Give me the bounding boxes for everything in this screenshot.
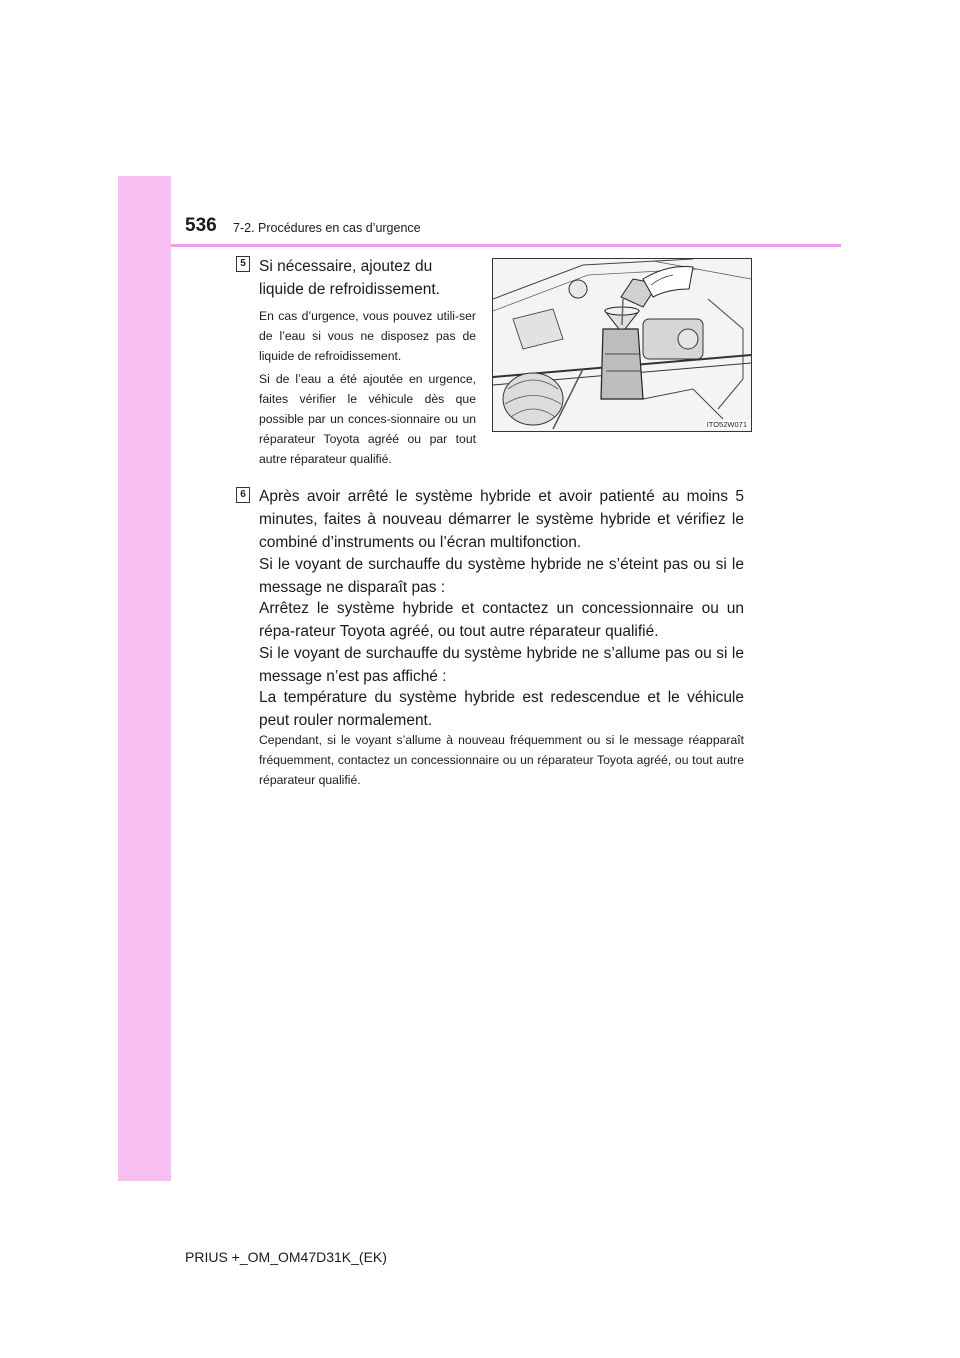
step-6-condition-2: Si le voyant de surchauffe du système hybride ne s’allume pas ou si le message n’est pas affiché :	[259, 645, 744, 685]
step-6-marker: 6	[236, 487, 250, 503]
step-6-condition-1: Si le voyant de surchauffe du système hybride ne s’éteint pas ou si le message ne disparaît pas :	[259, 556, 744, 596]
engine-bay-drawing	[493, 259, 751, 431]
sidebar-tab	[118, 176, 171, 1181]
footer-model-code: PRIUS +_OM_OM47D31K_(EK)	[185, 1249, 387, 1265]
step-5-note-1: En cas d’urgence, vous pouvez utili-ser de l’eau si vous ne disposez pas de liquide de refroidissement.	[259, 309, 476, 363]
step-6-note: Cependant, si le voyant s’allume à nouveau fréquemment ou si le message réapparaît fréquemment, contactez un concessionnaire ou un réparateur Toyota agréé, ou tout autre réparateur qualifié.	[259, 733, 744, 787]
coolant-refill-illustration	[492, 258, 752, 432]
step-6-result-2: La température du système hybride est redescendue et le véhicule peut rouler normalement.	[259, 689, 744, 729]
section-title: 7-2. Procédures en cas d’urgence	[233, 221, 421, 235]
step-6-action-1: Arrêtez le système hybride et contactez un concessionnaire ou un répa-rateur Toyota agréé, ou tout autre réparateur qualifié.	[259, 600, 744, 640]
step-5-heading: Si nécessaire, ajoutez du liquide de refroidissement.	[259, 258, 440, 298]
step-5-note-2: Si de l’eau a été ajoutée en urgence, faites vérifier le véhicule dès que possible par un conces-sionnaire ou un réparateur Toyota agréé ou par tout autre réparateur qualifié.	[259, 372, 476, 466]
step-6-heading: Après avoir arrêté le système hybride et avoir patienté au moins 5 minutes, faites à nouveau démarrer le système hybride et vérifiez le combiné d’instruments ou l’écran multifonction.	[259, 488, 744, 551]
step-5-marker: 5	[236, 256, 250, 272]
illustration-code: ITO52W071	[706, 420, 747, 429]
page-number: 536	[185, 215, 217, 236]
header-rule	[171, 244, 841, 247]
